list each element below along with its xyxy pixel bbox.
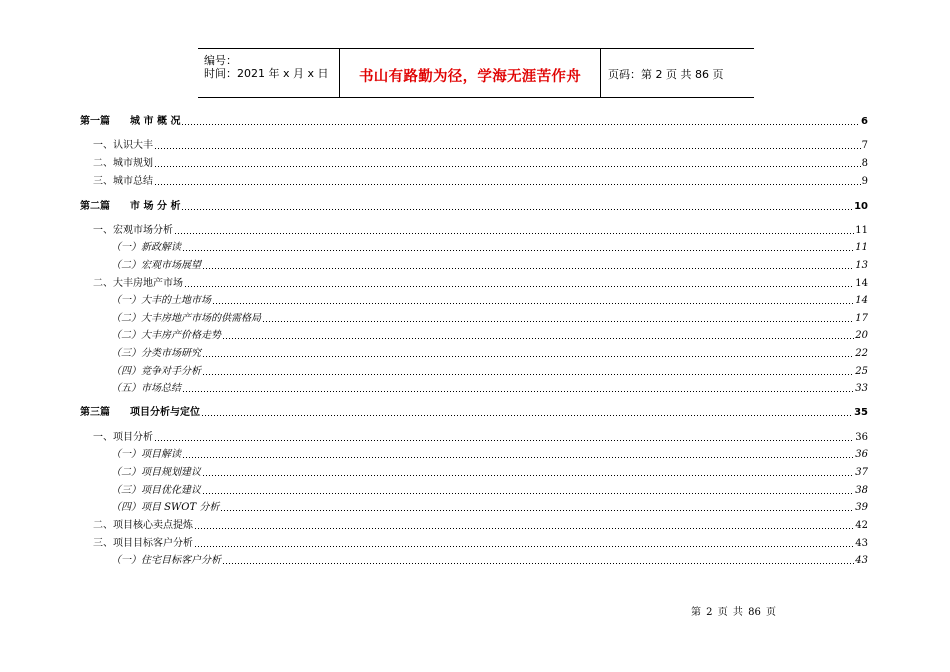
time-label: 时间：2021 年 x 月 x 日 <box>204 67 329 80</box>
toc-entry-page: 14 <box>855 295 868 306</box>
toc-entry-page: 22 <box>855 348 868 359</box>
toc-entry-page: 11 <box>855 225 868 236</box>
dot-leader <box>220 502 854 512</box>
dot-leader <box>202 366 854 376</box>
toc-entry[interactable] <box>80 328 868 342</box>
toc-entry-title: （四）项目 SWOT 分析 <box>111 502 220 513</box>
dot-leader <box>154 140 861 150</box>
motto-text: 书山有路勤为径，学海无涯苦作舟 <box>359 69 581 85</box>
dot-leader <box>184 278 854 288</box>
dot-leader <box>182 449 854 459</box>
dot-leader <box>202 467 854 477</box>
toc-entry-title: （一）新政解读 <box>111 242 181 253</box>
page-footer: 第 2 页 共 86 页 <box>691 607 776 618</box>
dot-leader <box>154 158 861 168</box>
toc-entry-title: 二、城市规划 <box>93 158 153 169</box>
toc-entry-page: 17 <box>855 313 868 324</box>
toc-entry-page: 13 <box>855 260 868 271</box>
toc-entry-page: 43 <box>855 555 868 566</box>
toc-entry-title: （五）市场总结 <box>111 383 181 394</box>
dot-leader <box>182 242 854 252</box>
dot-leader <box>194 520 854 530</box>
toc-entry-page: 20 <box>855 330 868 341</box>
toc-entry-title: 第二篇 市 场 分 析 <box>80 201 181 212</box>
toc-entry[interactable] <box>80 430 868 444</box>
toc-entry[interactable] <box>80 293 868 307</box>
number-label: 编号： <box>204 54 237 67</box>
toc-entry[interactable] <box>80 553 868 567</box>
toc-entry-title: （四）竞争对手分析 <box>111 366 201 377</box>
toc-entry-title: 二、大丰房地产市场 <box>93 278 183 289</box>
toc-entry[interactable] <box>80 240 868 254</box>
toc-entry-page: 10 <box>854 201 868 212</box>
toc-entry[interactable] <box>80 223 868 237</box>
toc-entry[interactable] <box>80 518 868 532</box>
toc-entry-page: 42 <box>855 520 868 531</box>
toc-entry-title: 三、城市总结 <box>93 176 153 187</box>
toc-entry-title: 第三篇 项目分析与定位 <box>80 407 200 418</box>
dot-leader <box>174 225 854 235</box>
toc-entry[interactable] <box>80 156 868 170</box>
toc-entry[interactable] <box>80 138 868 152</box>
toc-entry-title: 第一篇 城 市 概 况 <box>80 116 181 127</box>
toc-entry[interactable] <box>80 500 868 514</box>
toc-entry-title: （三）项目优化建议 <box>111 485 201 496</box>
toc-entry[interactable] <box>80 536 868 550</box>
toc-entry-title: 一、宏观市场分析 <box>93 225 173 236</box>
toc-entry[interactable] <box>80 465 868 479</box>
toc-entry-page: 6 <box>861 116 868 127</box>
toc-entry-title: 二、项目核心卖点提炼 <box>93 520 193 531</box>
toc-entry-page: 14 <box>855 278 868 289</box>
toc-entry[interactable] <box>80 364 868 378</box>
toc-entry-page: 35 <box>854 407 868 418</box>
dot-leader <box>212 295 854 305</box>
toc-entry-page: 7 <box>861 140 868 151</box>
toc-entry-page: 25 <box>855 366 868 377</box>
toc-entry-title: （二）大丰房地产市场的供需格局 <box>111 313 261 324</box>
dot-leader <box>202 485 854 495</box>
toc-entry[interactable] <box>80 174 868 188</box>
toc-entry-title: 一、项目分析 <box>93 432 153 443</box>
toc-entry-page: 8 <box>861 158 868 169</box>
toc-entry[interactable] <box>80 483 868 497</box>
toc-entry-page: 11 <box>855 242 868 253</box>
dot-leader <box>222 555 854 565</box>
dot-leader <box>154 432 854 442</box>
dot-leader <box>194 538 854 548</box>
toc-entry[interactable] <box>80 199 868 213</box>
toc-entry-title: 一、认识大丰 <box>93 140 153 151</box>
dot-leader <box>262 313 854 323</box>
dot-leader <box>222 330 854 340</box>
toc-entry-page: 37 <box>855 467 868 478</box>
dot-leader <box>154 176 861 186</box>
toc-entry-title: （一）项目解读 <box>111 449 181 460</box>
toc-entry-page: 36 <box>855 449 868 460</box>
toc-entry[interactable] <box>80 381 868 395</box>
toc-entry-title: （一）住宅目标客户分析 <box>111 555 221 566</box>
toc-entry-page: 39 <box>855 502 868 513</box>
toc-entry[interactable] <box>80 346 868 360</box>
dot-leader <box>181 116 860 126</box>
dot-leader <box>181 201 853 211</box>
toc-entry-title: （二）项目规划建议 <box>111 467 201 478</box>
dot-leader <box>182 383 854 393</box>
toc-entry[interactable] <box>80 447 868 461</box>
dot-leader <box>201 407 853 417</box>
toc-entry[interactable] <box>80 311 868 325</box>
toc-entry[interactable] <box>80 258 868 272</box>
toc-entry-page: 9 <box>861 176 868 187</box>
toc-entry-page: 36 <box>855 432 868 443</box>
toc-entry-title: （二）大丰房产价格走势 <box>111 330 221 341</box>
dot-leader <box>202 260 854 270</box>
toc-entry-page: 43 <box>855 538 868 549</box>
toc-entry-title: （二）宏观市场展望 <box>111 260 201 271</box>
header-page-label: 页码：第 2 页 共 86 页 <box>608 68 724 81</box>
toc-entry-title: （三）分类市场研究 <box>111 348 201 359</box>
dot-leader <box>202 348 854 358</box>
toc-entry-title: （一）大丰的土地市场 <box>111 295 211 306</box>
toc-entry-page: 38 <box>855 485 868 496</box>
toc-entry[interactable] <box>80 276 868 290</box>
toc-entry[interactable] <box>80 114 868 128</box>
toc-entry[interactable] <box>80 405 868 419</box>
toc-entry-title: 三、项目目标客户分析 <box>93 538 193 549</box>
toc-entry-page: 33 <box>855 383 868 394</box>
